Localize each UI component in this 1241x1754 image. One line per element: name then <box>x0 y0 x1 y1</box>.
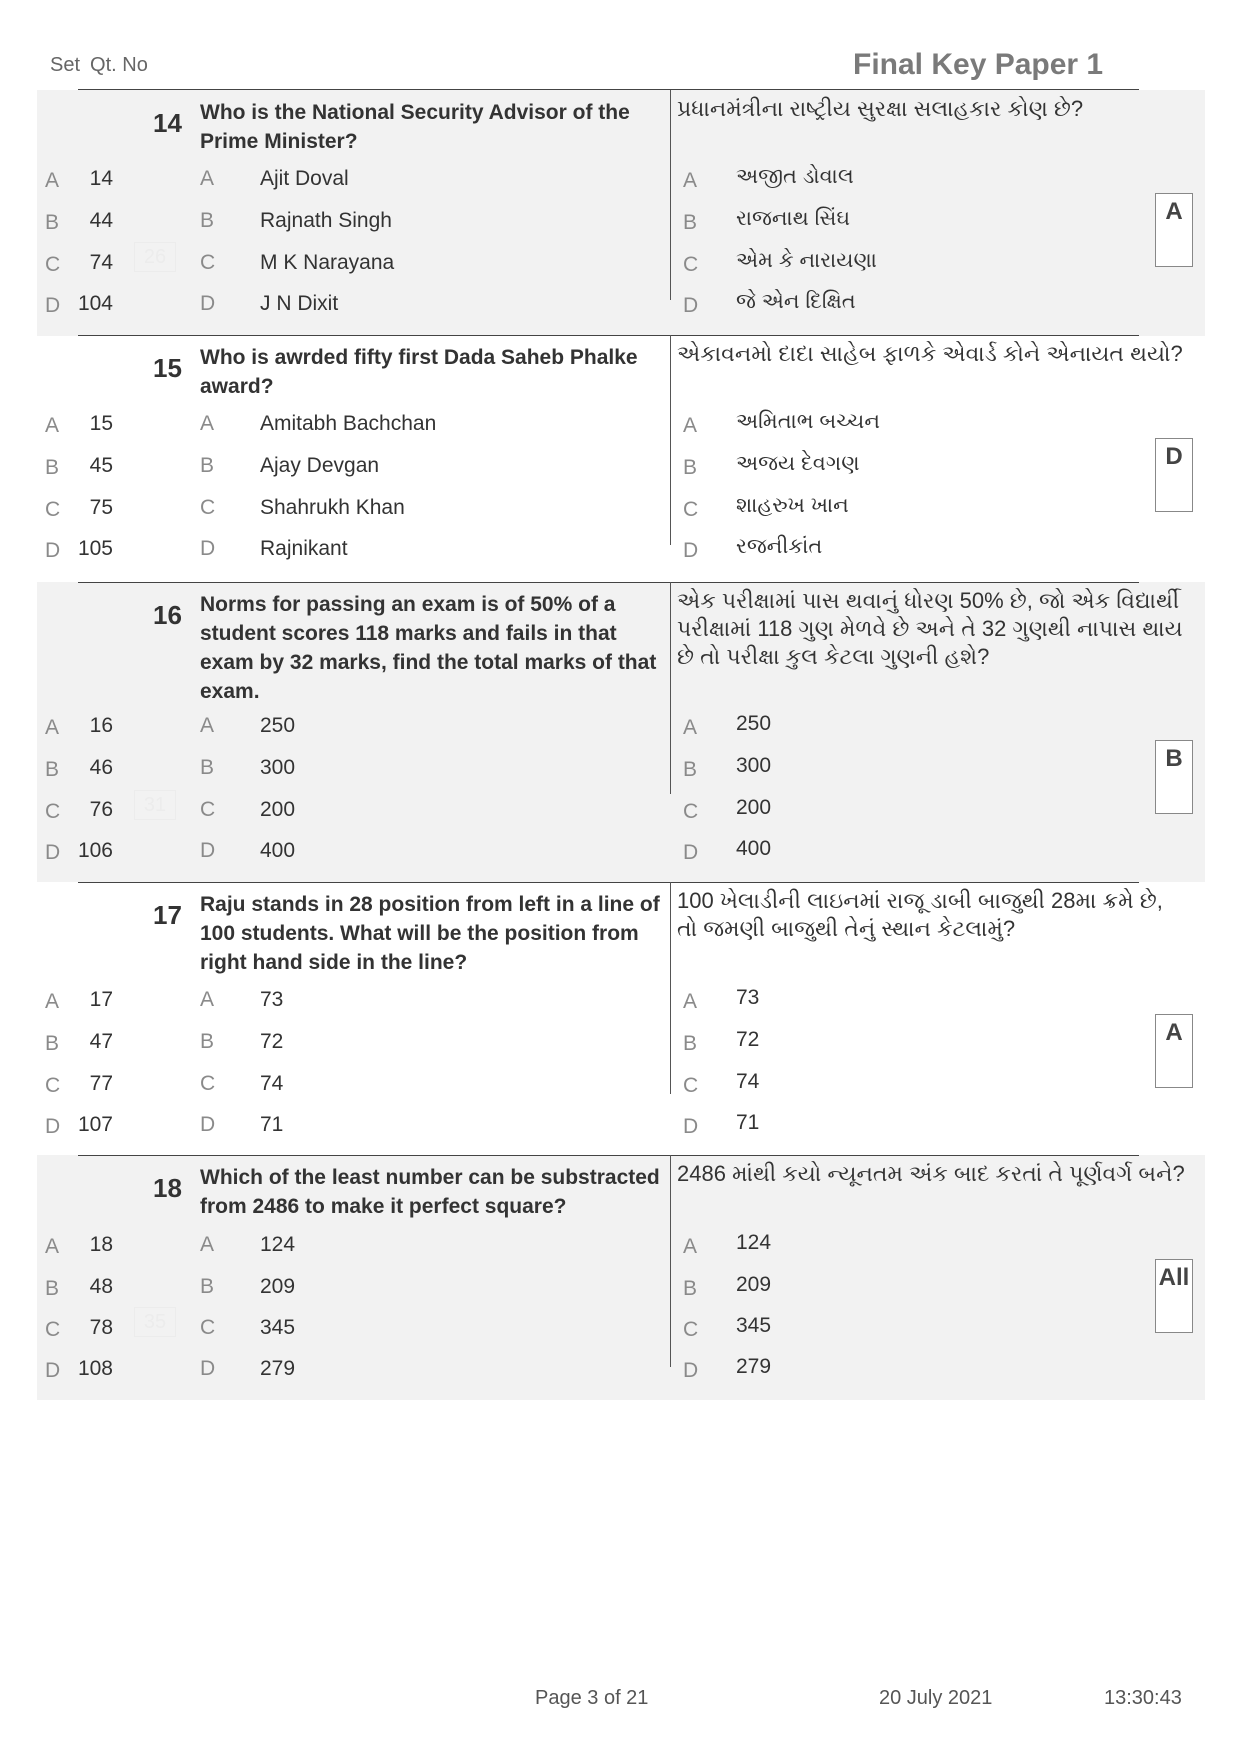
set-letter: A <box>45 716 60 739</box>
option-letter: D <box>200 292 216 315</box>
option-letter: C <box>200 251 216 274</box>
answer-key-box: All <box>1155 1259 1193 1333</box>
question-block-17 <box>37 882 1205 1154</box>
option-letter: C <box>200 1072 216 1095</box>
set-question-number: 76 <box>89 798 113 821</box>
option-letter: C <box>200 798 216 821</box>
set-letter: A <box>45 414 60 437</box>
question-block-15 <box>37 335 1205 581</box>
option-letter: A <box>200 1233 215 1256</box>
option-text-gujarati: એમ કે નારાયણા <box>736 249 877 272</box>
question-number: 14 <box>153 108 182 138</box>
set-letter: A <box>45 1235 60 1258</box>
option-text-english: 209 <box>260 1275 296 1298</box>
option-letter: D <box>200 839 216 862</box>
option-row <box>37 1314 1137 1344</box>
option-letter: C <box>200 1316 216 1339</box>
question-number: 15 <box>153 353 182 383</box>
question-number: 18 <box>153 1173 182 1203</box>
option-letter: B <box>200 1030 215 1053</box>
option-text-english: 250 <box>260 714 296 737</box>
set-letter: C <box>45 1318 61 1341</box>
option-text-english: 124 <box>260 1233 296 1256</box>
option-letter-gujarati: A <box>683 1235 698 1258</box>
set-question-number: 18 <box>89 1233 113 1256</box>
set-question-number: 46 <box>89 756 113 779</box>
option-letter-gujarati: B <box>683 1032 698 1055</box>
set-question-number: 78 <box>89 1316 113 1339</box>
option-letter-gujarati: D <box>683 1115 699 1138</box>
set-question-number: 104 <box>77 292 113 315</box>
set-question-number: 106 <box>77 839 113 862</box>
option-letter-gujarati: A <box>683 990 698 1013</box>
question-text-english: Who is the National Security Advisor of the Prime Minister? <box>200 101 630 153</box>
option-letter-gujarati: C <box>683 498 699 521</box>
question-block-14 <box>37 90 1205 336</box>
set-letter: A <box>45 990 60 1013</box>
option-letter-gujarati: D <box>683 1359 699 1382</box>
option-row <box>37 165 1137 195</box>
question-divider <box>78 1155 1139 1156</box>
set-question-number: 47 <box>89 1030 113 1053</box>
option-letter: D <box>200 537 216 560</box>
option-letter: B <box>200 209 215 232</box>
option-letter-gujarati: A <box>683 716 698 739</box>
question-text-gujarati: એકાવનમો દાદા સાહેબ ફાળકે એવાર્ડ કોને એનાયત થયો? <box>677 341 1183 366</box>
set-letter: D <box>45 841 61 864</box>
page-title: Final Key Paper 1 <box>853 48 1104 81</box>
option-row <box>37 1111 1137 1141</box>
question-number: 17 <box>153 900 182 930</box>
option-text-english: Ajay Devgan <box>260 454 380 477</box>
option-letter: A <box>200 167 215 190</box>
set-letter: C <box>45 498 61 521</box>
option-row <box>37 1273 1137 1303</box>
option-row <box>37 452 1137 482</box>
question-text-english: Which of the least number can be substracted from 2486 to make it perfect square? <box>200 1166 660 1218</box>
option-letter-gujarati: B <box>683 211 698 234</box>
set-question-number: 45 <box>89 454 113 477</box>
set-question-number: 15 <box>89 412 113 435</box>
answer-key-box: D <box>1155 438 1193 512</box>
set-question-number: 107 <box>77 1113 113 1136</box>
option-text-gujarati: શાહરુખ ખાન <box>736 494 849 517</box>
set-letter: B <box>45 1277 60 1300</box>
option-text-english: 73 <box>260 988 284 1011</box>
set-label: Set <box>50 54 81 76</box>
option-text-english: Rajnath Singh <box>260 209 392 232</box>
option-row <box>37 1070 1137 1100</box>
option-row <box>37 986 1137 1016</box>
question-block-16 <box>37 582 1205 882</box>
option-row <box>37 1231 1137 1261</box>
set-letter: D <box>45 294 61 317</box>
option-text-english: 72 <box>260 1030 284 1053</box>
option-text-english: Ajit Doval <box>260 167 349 190</box>
option-text-english: Amitabh Bachchan <box>260 412 437 435</box>
question-text-gujarati: એક પરીક્ષામાં પાસ થવાનું ધોરણ 50% છે, જો એક વિદ્યાર્થી પરીક્ષામાં 118 ગુણ મેળવે છે અને તે 32 ગુણથી નાપાસ થાય છે તો પરીક્ષા કુલ કેટલા ગુણની હશે? <box>677 588 1183 669</box>
option-text-english: 200 <box>260 798 296 821</box>
option-text-gujarati: જે એન દિક્ષિત <box>736 290 856 313</box>
question-text-gujarati: 2486 માંથી કયો ન્યૂનતમ અંક બાદ કરતાં તે પૂર્ણવર્ગ બને? <box>677 1161 1185 1186</box>
option-text-gujarati: 300 <box>736 754 772 777</box>
option-row <box>37 410 1137 440</box>
option-text-gujarati: 200 <box>736 796 772 819</box>
option-text-gujarati: 72 <box>736 1028 760 1051</box>
option-row <box>37 1028 1137 1058</box>
option-text-gujarati: અજીત ડોવાલ <box>736 165 854 188</box>
option-letter-gujarati: D <box>683 294 699 317</box>
option-row <box>37 249 1137 279</box>
option-letter: A <box>200 988 215 1011</box>
option-letter: D <box>200 1357 216 1380</box>
set-question-number: 14 <box>89 167 113 190</box>
set-question-number: 16 <box>89 714 113 737</box>
question-text-gujarati: પ્રધાનમંત્રીના રાષ્ટ્રીય સુરક્ષા સલાહકાર કોણ છે? <box>677 96 1084 121</box>
question-divider <box>78 882 1139 883</box>
option-text-english: 400 <box>260 839 296 862</box>
set-letter: D <box>45 1115 61 1138</box>
watermark-number: 26 <box>134 242 176 272</box>
answer-key-box: B <box>1155 740 1193 814</box>
question-text-english: Norms for passing an exam is of 50% of a student scores 118 marks and fails in that exam by 32 marks, find the total marks of that exam. <box>200 593 657 703</box>
set-letter: D <box>45 539 61 562</box>
option-letter-gujarati: C <box>683 1074 699 1097</box>
set-letter: D <box>45 1359 61 1382</box>
option-text-gujarati: 209 <box>736 1273 772 1296</box>
option-letter-gujarati: A <box>683 414 698 437</box>
question-text-gujarati: 100 ખેલાડીની લાઇનમાં રાજૂ ડાબી બાજુથી 28મા ક્રમે છે, તો જમણી બાજુથી તેનું સ્થાન કેટલામું? <box>677 888 1163 941</box>
set-letter: C <box>45 800 61 823</box>
answer-key-box: A <box>1155 1014 1193 1088</box>
set-question-number: 77 <box>89 1072 113 1095</box>
question-divider <box>78 335 1139 336</box>
set-question-number: 48 <box>89 1275 113 1298</box>
option-row <box>37 535 1137 565</box>
option-text-gujarati: 73 <box>736 986 760 1009</box>
page-number: Page 3 of 21 <box>535 1687 649 1709</box>
set-question-number: 74 <box>89 251 113 274</box>
option-text-gujarati: 400 <box>736 837 772 860</box>
watermark-number: 31 <box>134 790 176 820</box>
option-letter-gujarati: D <box>683 841 699 864</box>
answer-key-box: A <box>1155 193 1193 267</box>
option-text-gujarati: અજય દેવગણ <box>736 452 860 475</box>
question-text-english: Who is awrded fifty first Dada Saheb Phalke award? <box>200 346 638 398</box>
option-text-gujarati: 74 <box>736 1070 760 1093</box>
option-text-gujarati: 279 <box>736 1355 772 1378</box>
set-letter: A <box>45 169 60 192</box>
option-letter-gujarati: C <box>683 253 699 276</box>
question-text-english: Raju stands in 28 position from left in a line of 100 students. What will be the position from right hand side in the line? <box>200 893 660 974</box>
set-question-number: 108 <box>77 1357 113 1380</box>
option-text-english: 71 <box>260 1113 284 1136</box>
set-question-number: 17 <box>89 988 113 1011</box>
option-letter: B <box>200 454 215 477</box>
option-letter: D <box>200 1113 216 1136</box>
option-text-gujarati: અમિતાભ બચ્ચન <box>736 410 880 433</box>
question-block-18 <box>37 1155 1205 1400</box>
option-letter-gujarati: C <box>683 800 699 823</box>
print-date: 20 July 2021 <box>879 1687 993 1709</box>
option-text-english: J N Dixit <box>260 292 339 315</box>
set-letter: B <box>45 211 60 234</box>
option-text-gujarati: 345 <box>736 1314 772 1337</box>
option-text-english: 300 <box>260 756 296 779</box>
option-letter-gujarati: B <box>683 758 698 781</box>
set-question-number: 75 <box>89 496 113 519</box>
set-letter: C <box>45 1074 61 1097</box>
option-row <box>37 1355 1137 1385</box>
option-letter: A <box>200 714 215 737</box>
option-letter-gujarati: C <box>683 1318 699 1341</box>
option-text-gujarati: રાજનાથ સિંઘ <box>736 207 851 230</box>
option-row <box>37 837 1137 867</box>
option-text-english: 74 <box>260 1072 284 1095</box>
option-row <box>37 796 1137 826</box>
option-letter-gujarati: A <box>683 169 698 192</box>
option-text-english: Shahrukh Khan <box>260 496 405 519</box>
set-letter: B <box>45 456 60 479</box>
header-column-labels <box>50 54 158 77</box>
qtno-label: Qt. No <box>90 54 148 76</box>
option-text-gujarati: રજનીકાંત <box>736 535 823 558</box>
option-letter: B <box>200 1275 215 1298</box>
question-divider <box>78 582 1139 583</box>
set-letter: C <box>45 253 61 276</box>
option-text-gujarati: 124 <box>736 1231 772 1254</box>
set-letter: B <box>45 758 60 781</box>
option-row <box>37 712 1137 742</box>
set-letter: B <box>45 1032 60 1055</box>
option-letter: A <box>200 412 215 435</box>
option-letter: B <box>200 756 215 779</box>
option-letter-gujarati: B <box>683 456 698 479</box>
option-row <box>37 290 1137 320</box>
option-text-english: 345 <box>260 1316 296 1339</box>
option-text-gujarati: 71 <box>736 1111 760 1134</box>
option-text-english: 279 <box>260 1357 296 1380</box>
watermark-number: 35 <box>134 1307 176 1337</box>
option-letter-gujarati: B <box>683 1277 698 1300</box>
option-row <box>37 754 1137 784</box>
question-number: 16 <box>153 600 182 630</box>
print-time: 13:30:43 <box>1104 1687 1182 1709</box>
option-letter: C <box>200 496 216 519</box>
option-text-english: Rajnikant <box>260 537 348 560</box>
set-question-number: 105 <box>77 537 113 560</box>
option-row <box>37 207 1137 237</box>
option-row <box>37 494 1137 524</box>
option-text-english: M K Narayana <box>260 251 395 274</box>
option-letter-gujarati: D <box>683 539 699 562</box>
option-text-gujarati: 250 <box>736 712 772 735</box>
set-question-number: 44 <box>89 209 113 232</box>
